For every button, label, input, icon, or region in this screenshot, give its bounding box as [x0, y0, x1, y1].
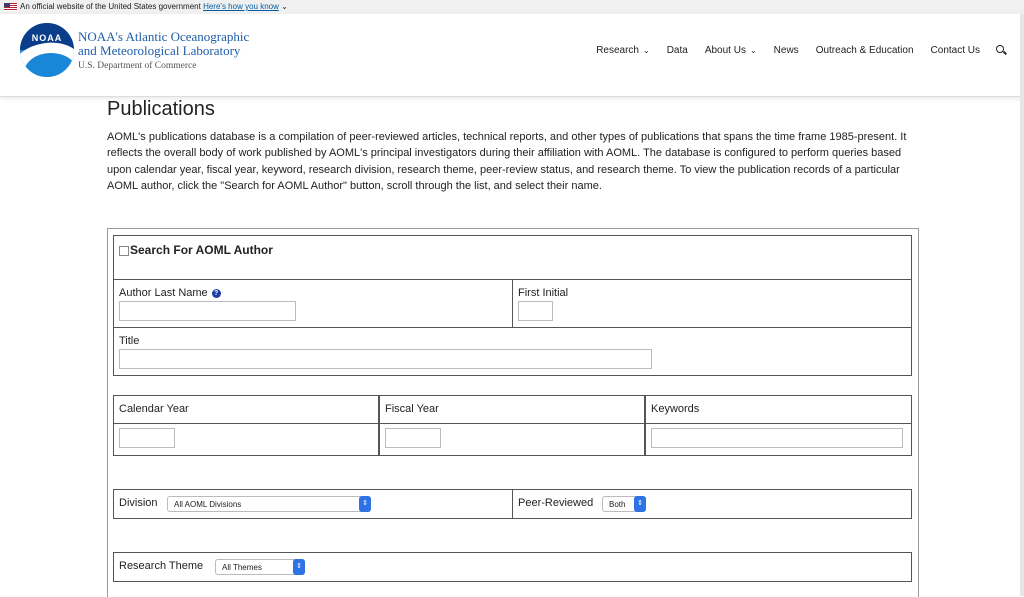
search-icon[interactable] [996, 45, 1006, 55]
keywords-cell [645, 395, 912, 424]
chevron-down-icon: ⌄ [281, 2, 288, 11]
research-theme-cell [113, 552, 912, 582]
first-initial-input[interactable] [518, 301, 553, 321]
nav-data[interactable]: Data [666, 45, 688, 56]
org-name-line1: NOAA's Atlantic Oceanographic [78, 29, 250, 44]
help-icon[interactable]: ? [212, 289, 221, 298]
gov-banner-link[interactable]: Here's how you know [203, 2, 279, 11]
calendar-year-input-cell [113, 423, 379, 456]
keywords-label: Keywords [651, 403, 700, 415]
select-arrows-icon: ⇕ [293, 559, 305, 575]
noaa-logo-text: NOAA [31, 33, 63, 43]
title-cell [113, 327, 912, 376]
peer-reviewed-cell [512, 489, 912, 519]
org-name[interactable] [78, 30, 249, 71]
division-cell [113, 489, 513, 519]
calendar-year-cell [113, 395, 379, 424]
nav-news[interactable]: News [773, 45, 799, 56]
title-label: Title [119, 335, 140, 347]
us-flag-icon [4, 3, 17, 11]
main-nav [579, 45, 1006, 56]
site-header [0, 14, 1024, 97]
keywords-input[interactable] [651, 428, 903, 448]
peer-reviewed-label: Peer-Reviewed [518, 497, 594, 509]
page-title: Publications [107, 98, 215, 120]
select-arrows-icon: ⇕ [359, 496, 371, 512]
first-initial-label: First Initial [518, 287, 569, 299]
title-input[interactable] [119, 349, 652, 369]
chevron-down-icon: ⌄ [749, 46, 757, 55]
select-arrows-icon: ⇕ [634, 496, 646, 512]
fiscal-year-input-cell [379, 423, 645, 456]
author-last-name-cell [113, 279, 513, 328]
search-author-label: Search For AOML Author [130, 243, 273, 257]
gov-banner [0, 0, 1024, 14]
main-content [107, 97, 917, 194]
calendar-year-label: Calendar Year [119, 403, 189, 415]
keywords-input-cell [645, 423, 912, 456]
org-department: U.S. Department of Commerce [78, 61, 197, 71]
nav-research[interactable]: Research ⌄ [596, 45, 650, 56]
chevron-down-icon: ⌄ [643, 46, 650, 55]
search-author-checkbox[interactable] [119, 246, 129, 256]
fiscal-year-cell [379, 395, 645, 424]
division-label: Division [119, 497, 158, 509]
division-select[interactable]: All AOML Divisions ⇕ [167, 496, 371, 512]
publication-search-form [107, 228, 919, 597]
org-name-line2: and Meteorological Laboratory [78, 43, 241, 58]
page-scrollbar[interactable] [1020, 14, 1024, 596]
gov-banner-text: An official website of the United States government [20, 2, 201, 11]
author-last-name-input[interactable] [119, 301, 296, 321]
research-theme-select[interactable]: All Themes ⇕ [215, 559, 305, 575]
fiscal-year-input[interactable] [385, 428, 441, 448]
noaa-logo[interactable] [20, 23, 74, 77]
author-last-name-label: Author Last Name [119, 287, 208, 299]
nav-outreach[interactable]: Outreach & Education [815, 45, 914, 56]
first-initial-cell [512, 279, 912, 328]
peer-reviewed-select[interactable]: Both ⇕ [602, 496, 646, 512]
calendar-year-input[interactable] [119, 428, 175, 448]
nav-about[interactable]: About Us ⌄ [704, 45, 757, 56]
page-intro: AOML's publications database is a compilation of peer-reviewed articles, technical reports, and other types of publications that spans the time frame 1985-present. It reflects the overall body of work published by AOML's principal investigators during their affiliation with AOML. The database is configured to perform queries based upon calendar year, fiscal year, keyword, research division, research theme, peer-review status, and research theme. To view the publication records of a particular AOML author, click the "Search for AOML Author" button, scroll through the list, and select their name. [107, 131, 907, 192]
search-author-row [113, 235, 912, 280]
research-theme-label: Research Theme [119, 560, 204, 572]
nav-contact[interactable]: Contact Us [930, 45, 980, 56]
fiscal-year-label: Fiscal Year [385, 403, 439, 415]
